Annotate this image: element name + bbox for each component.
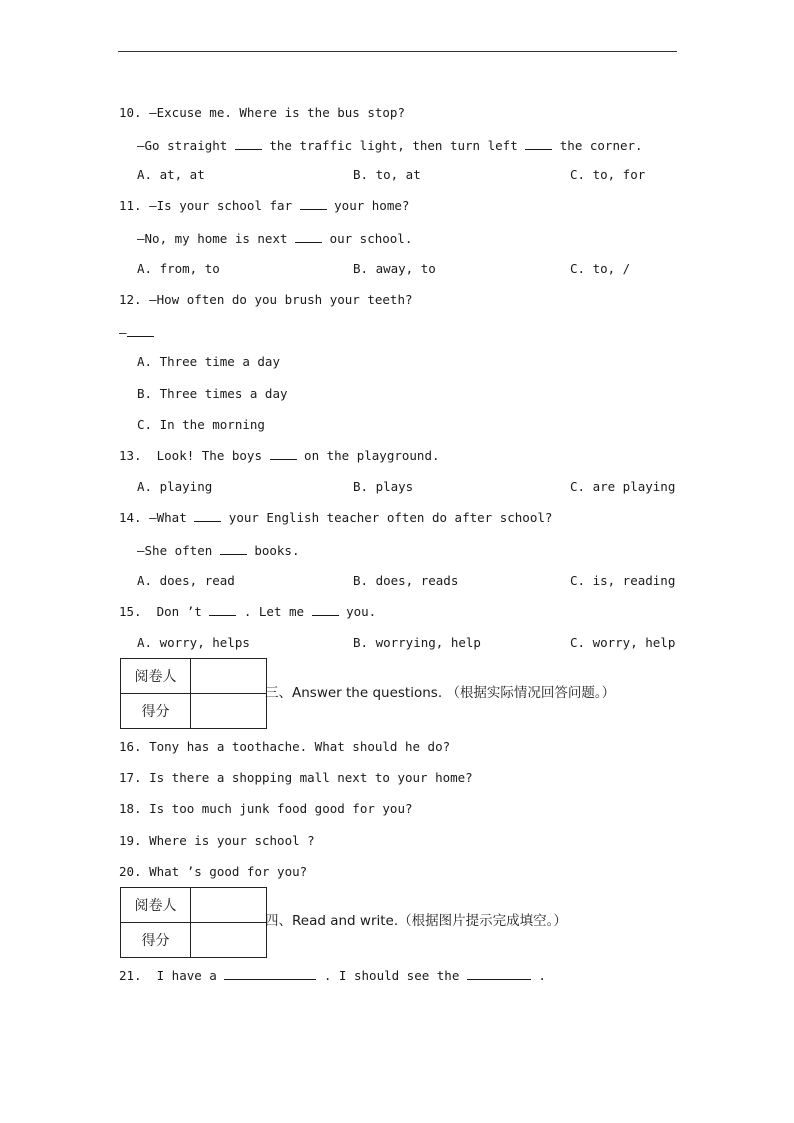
- q12-option-a: A. Three time a day: [137, 354, 280, 369]
- q11-stem: [119, 198, 409, 214]
- q10-option-c: C. to, for: [570, 167, 646, 182]
- q13-text-2: on the playground.: [296, 448, 440, 463]
- q21-blank-1: [224, 968, 316, 980]
- q11-blank-1: [300, 198, 327, 210]
- q13-stem: [119, 448, 440, 464]
- q15-text-3: you.: [338, 604, 377, 619]
- score-label: 得分: [121, 694, 191, 729]
- section-4-title: 四、Read and write.: [265, 913, 399, 929]
- score-box-section-4: [120, 887, 267, 958]
- reviewer-label: 阅卷人: [121, 888, 191, 923]
- q14-answer-line: [137, 543, 299, 559]
- q17-stem: 17. Is there a shopping mall next to your home?: [119, 770, 473, 785]
- q12-option-c: C. In the morning: [137, 417, 265, 432]
- score-label: 得分: [121, 923, 191, 958]
- q15-blank-2: [312, 604, 339, 616]
- q10-stem: 10. —Excuse me. Where is the bus stop?: [119, 105, 405, 120]
- q21-text-2: . I should see the: [316, 968, 467, 983]
- q11-option-c: C. to, /: [570, 261, 631, 276]
- q12-answer-line: [119, 325, 154, 341]
- q10-option-b: B. to, at: [353, 167, 421, 182]
- reviewer-cell: [191, 659, 267, 694]
- q14-option-c: C. is, reading: [570, 573, 676, 588]
- q10-text-3: the corner.: [552, 138, 643, 153]
- q13-text-1: 13. Look! The boys: [119, 448, 270, 463]
- q15-blank-1: [209, 604, 236, 616]
- q11-text-2: your home?: [326, 198, 410, 213]
- q14-option-a: A. does, read: [137, 573, 235, 588]
- q12-option-b: B. Three times a day: [137, 386, 288, 401]
- q15-text-1: 15. Don ’t: [119, 604, 210, 619]
- q21-text-1: 21. I have a: [119, 968, 225, 983]
- q14-text-4: books.: [246, 543, 300, 558]
- q11-answer-line: [137, 231, 412, 247]
- q12-dash: —: [119, 325, 127, 340]
- section-3-heading: [265, 685, 615, 701]
- q15-text-2: . Let me: [236, 604, 312, 619]
- header-rule: [118, 51, 677, 52]
- q10-blank-1: [235, 138, 262, 150]
- q15-option-a: A. worry, helps: [137, 635, 250, 650]
- q14-text-2: your English teacher often do after school?: [221, 510, 553, 525]
- q13-option-a: A. playing: [137, 479, 213, 494]
- q14-blank-2: [220, 543, 247, 555]
- q12-blank: [127, 325, 154, 337]
- q13-blank: [270, 448, 297, 460]
- section-4-instruction: （根据图片提示完成填空。）: [398, 913, 567, 929]
- q11-option-b: B. away, to: [353, 261, 436, 276]
- q14-text-3: —She often: [137, 543, 220, 558]
- q14-blank-1: [194, 510, 221, 522]
- q14-option-b: B. does, reads: [353, 573, 459, 588]
- reviewer-label: 阅卷人: [121, 659, 191, 694]
- q10-blank-2: [525, 138, 552, 150]
- q11-text-1: 11. —Is your school far: [119, 198, 300, 213]
- q14-text-1: 14. —What: [119, 510, 195, 525]
- q10-answer-line: [137, 138, 643, 154]
- q10-text-2: the traffic light, then turn left: [261, 138, 526, 153]
- q11-text-4: our school.: [322, 231, 413, 246]
- q13-option-c: C. are playing: [570, 479, 676, 494]
- q18-stem: 18. Is too much junk food good for you?: [119, 801, 413, 816]
- q11-blank-2: [295, 231, 322, 243]
- score-cell: [191, 923, 267, 958]
- score-cell: [191, 694, 267, 729]
- q11-text-3: —No, my home is next: [137, 231, 296, 246]
- section-4-heading: [265, 913, 567, 929]
- score-box-section-3: [120, 658, 267, 729]
- q14-stem: [119, 510, 552, 526]
- q15-option-b: B. worrying, help: [353, 635, 481, 650]
- q19-stem: 19. Where is your school ?: [119, 833, 315, 848]
- q10-text-1: —Go straight: [137, 138, 235, 153]
- q10-option-a: A. at, at: [137, 167, 205, 182]
- q20-stem: 20. What ’s good for you?: [119, 864, 308, 879]
- q16-stem: 16. Tony has a toothache. What should he do?: [119, 739, 451, 754]
- q15-stem: [119, 604, 376, 620]
- section-3-instruction: （根据实际情况回答问题。）: [446, 685, 616, 701]
- reviewer-cell: [191, 888, 267, 923]
- q21-stem: [119, 968, 546, 984]
- q21-text-3: .: [530, 968, 546, 983]
- q15-option-c: C. worry, help: [570, 635, 676, 650]
- q12-stem: 12. —How often do you brush your teeth?: [119, 292, 413, 307]
- section-3-title: 三、Answer the questions.: [265, 685, 447, 701]
- q11-option-a: A. from, to: [137, 261, 220, 276]
- q13-option-b: B. plays: [353, 479, 414, 494]
- q21-blank-2: [467, 968, 531, 980]
